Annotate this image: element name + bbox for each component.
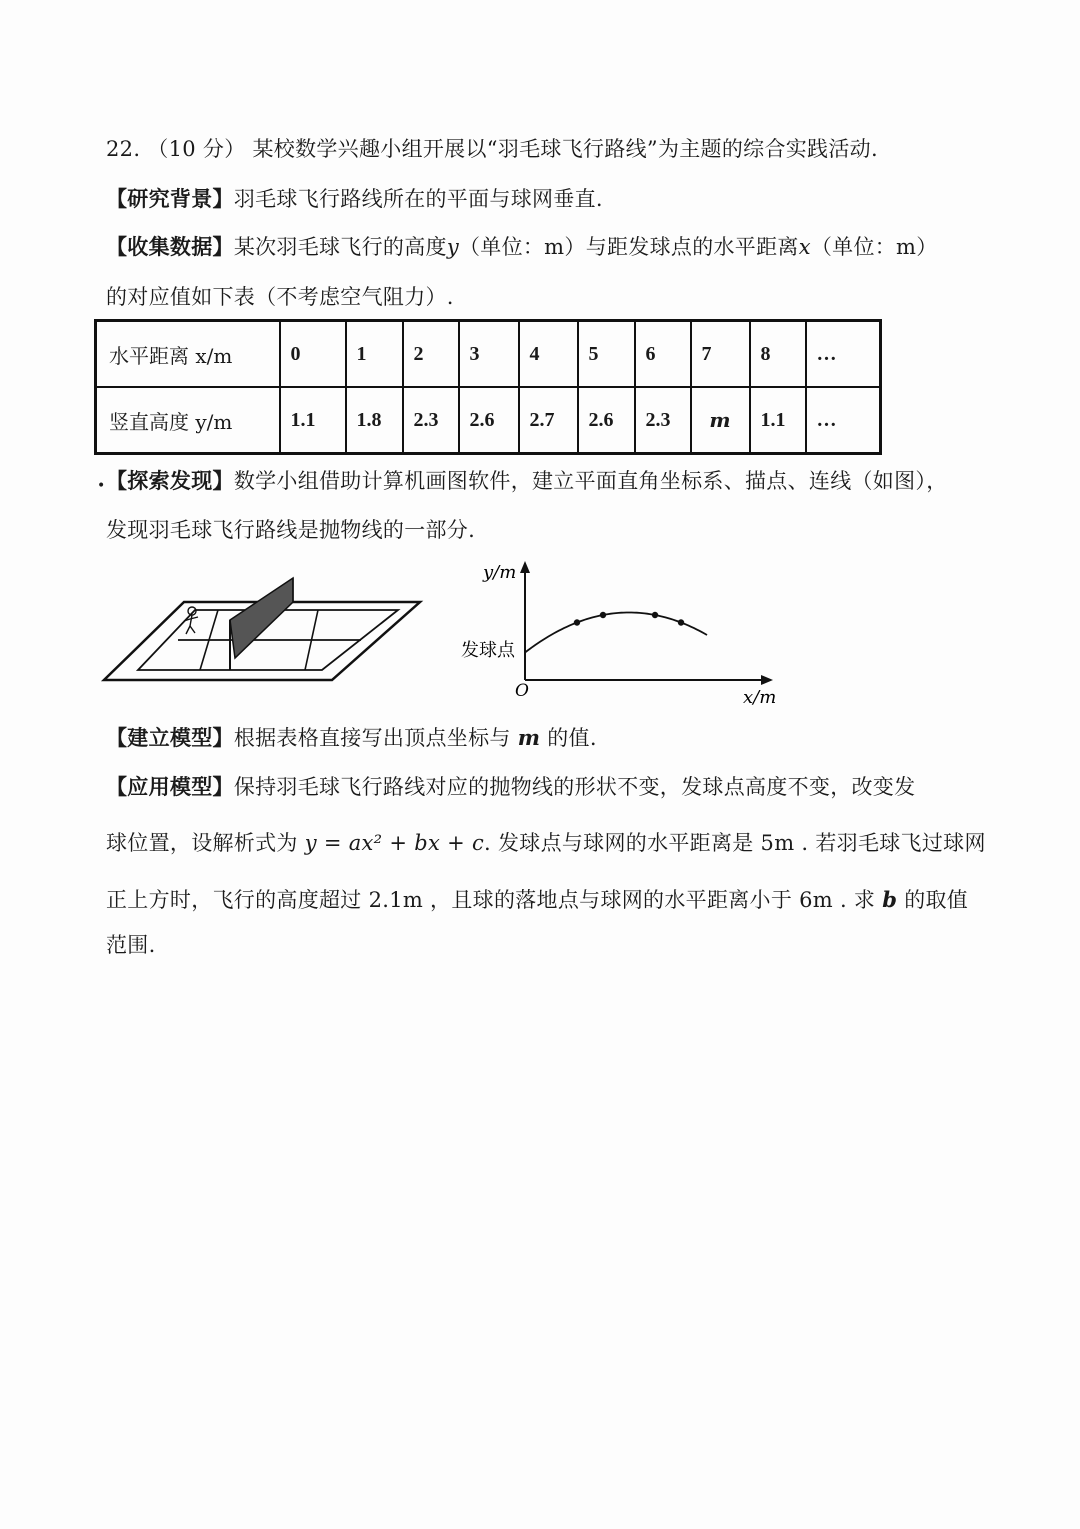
table-cell-m: m xyxy=(691,387,750,454)
apply-line1 xyxy=(106,772,915,802)
x-axis-label: x/m xyxy=(743,687,777,708)
var-x: x xyxy=(798,235,811,259)
y-axis-label: y/m xyxy=(483,562,517,583)
section-tag-apply: 【应用模型】 xyxy=(106,774,234,799)
research-background xyxy=(106,184,603,214)
var-b: b xyxy=(882,887,898,912)
explore-line1 xyxy=(106,466,948,496)
table-cell: 7 xyxy=(691,321,750,388)
data-table xyxy=(94,319,882,455)
collect-text-1b: （单位：m）与距发球点的水平距离 xyxy=(458,235,799,259)
explore-text-1: 数学小组借助计算机画图软件，建立平面直角坐标系、描点、连线（如图）， xyxy=(233,469,948,493)
trajectory-curve xyxy=(525,613,707,653)
collect-data-line1 xyxy=(106,232,938,262)
data-point xyxy=(600,612,606,618)
collect-text-2: 的对应值如下表（不考虑空气阻力）. xyxy=(106,285,454,309)
collect-data-line2 xyxy=(106,282,454,312)
trajectory-graph xyxy=(455,558,790,708)
section-tag-background: 【研究背景】 xyxy=(106,186,234,211)
margin-dot: • xyxy=(97,478,106,494)
player-icon xyxy=(184,607,198,634)
var-m: m xyxy=(517,725,541,750)
row-header-y: 竖直高度 y/m xyxy=(96,387,280,454)
table-cell: 8 xyxy=(750,321,806,388)
data-point xyxy=(678,619,684,625)
apply-line3 xyxy=(106,885,968,915)
apply-line4 xyxy=(106,930,156,960)
table-cell: 1 xyxy=(346,321,403,388)
table-cell: 2 xyxy=(403,321,459,388)
badminton-court-illustration xyxy=(100,570,430,690)
apply-line2 xyxy=(106,828,986,858)
collect-text-1c: （单位：m） xyxy=(810,235,938,259)
explore-line2 xyxy=(106,515,475,545)
table-cell: … xyxy=(806,321,881,388)
background-text: 羽毛球飞行路线所在的平面与球网垂直. xyxy=(233,187,603,211)
apply-text-2a: 球位置，设解析式为 xyxy=(106,831,298,855)
table-cell: 5 xyxy=(578,321,635,388)
section-tag-collect: 【收集数据】 xyxy=(106,234,234,259)
table-row-y xyxy=(96,387,881,454)
apply-text-3b: 的取值 xyxy=(904,888,969,912)
section-tag-explore: 【探索发现】 xyxy=(106,468,234,493)
table-cell: 1.1 xyxy=(750,387,806,454)
formula: y = ax² + bx + c xyxy=(304,831,485,855)
collect-text-1: 某次羽毛球飞行的高度 xyxy=(233,235,447,259)
table-row-x xyxy=(96,321,881,388)
table-cell: 3 xyxy=(459,321,519,388)
table-cell: 2.6 xyxy=(459,387,519,454)
y-axis-arrow xyxy=(520,561,530,573)
table-cell: 2.3 xyxy=(635,387,691,454)
row-header-x: 水平距离 x/m xyxy=(96,321,280,388)
apply-text-2b: . 发球点与球网的水平距离是 5m . 若羽毛球飞过球网 xyxy=(484,831,986,855)
table-cell: 4 xyxy=(519,321,578,388)
table-cell: 1.1 xyxy=(280,387,346,454)
table-cell: 6 xyxy=(635,321,691,388)
origin-label: O xyxy=(515,681,529,701)
question-number: 22. xyxy=(106,137,141,161)
table-cell: 0 xyxy=(280,321,346,388)
section-tag-build: 【建立模型】 xyxy=(106,725,234,750)
explore-text-2: 发现羽毛球飞行路线是抛物线的一部分. xyxy=(106,518,476,542)
table-cell: 2.6 xyxy=(578,387,635,454)
question-score: （10 分） xyxy=(147,137,246,161)
apply-text-4: 范围. xyxy=(106,933,156,957)
apply-text-3: 正上方时，飞行的高度超过 2.1m ，且球的落地点与球网的水平距离小于 6m . 求 xyxy=(106,888,876,912)
x-axis-arrow xyxy=(761,675,773,685)
data-point xyxy=(574,619,580,625)
question-intro: 某校数学兴趣小组开展以“羽毛球飞行路线”为主题的综合实践活动. xyxy=(252,137,878,161)
table-cell: 2.3 xyxy=(403,387,459,454)
data-point xyxy=(652,612,658,618)
table-cell: 2.7 xyxy=(519,387,578,454)
table-cell: … xyxy=(806,387,881,454)
var-y: y xyxy=(446,235,459,259)
build-text-2: 的值. xyxy=(547,726,597,750)
table-cell: 1.8 xyxy=(346,387,403,454)
build-text-1: 根据表格直接写出顶点坐标与 xyxy=(233,726,511,750)
build-model xyxy=(106,723,597,753)
serve-point-label: 发球点 xyxy=(461,640,515,661)
question-header xyxy=(106,134,878,164)
apply-text-1: 保持羽毛球飞行路线对应的抛物线的形状不变，发球点高度不变，改变发 xyxy=(233,775,916,799)
